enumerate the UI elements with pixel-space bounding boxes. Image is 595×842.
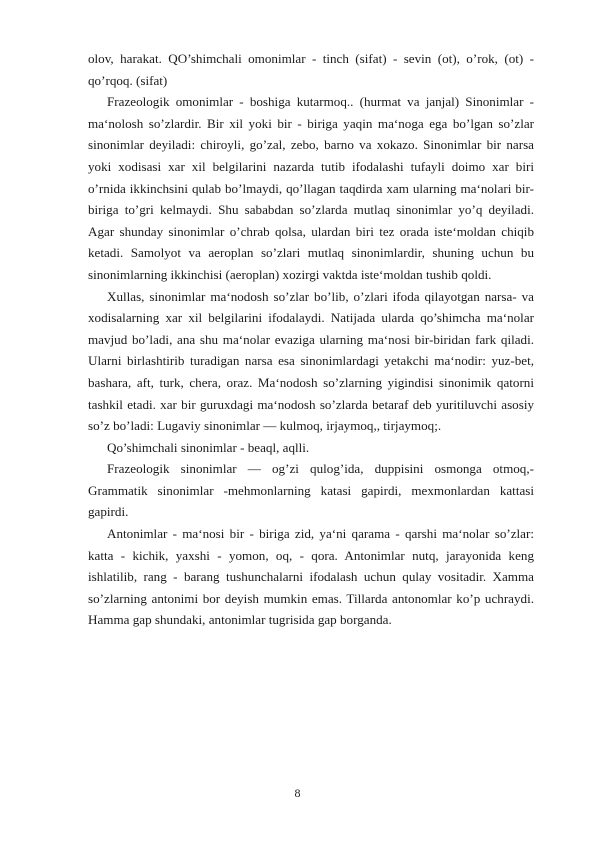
- paragraph-6: Antonimlar - ma‘nosi bir - biriga zid, ya‘ni qarama - qarshi ma‘nolar so’zlar: katta - kichik, yaxshi - yomon, oq, - qora. Antonimlar nutq, jarayonida keng ishlatilib, rang - barang tushunchalarni ifodalash uchun qulay vositadir. Xamma so’zlarning antonimi bor deyish mumkin emas. Tillarda antonomlar ko’p uchraydi. Hamma gap shundaki, antonimlar tugrisida gap borganda.: [88, 526, 534, 628]
- document-body: [88, 48, 534, 631]
- paragraph-3: Xullas, sinonimlar ma‘nodosh so’zlar bo’lib, o’zlari ifoda qilayotgan narsa- va xodisalarning xar xil belgilarini ifodalaydi. Natijada ularda qo’shimcha ma‘nolar mavjud bo’ladi, ana shu ma‘nolar evaziga ularning ma‘nosi bir-biridan fark qiladi. Ularni birlashtirib turadigan narsa esa sinonimlardagi yetakchi ma‘nodir: yuz-bet, bashara, aft, turk, chera, oraz. Ma‘nodosh so’zlarning yigindisi sinonimik qatorni tashkil etadi. xar bir guruxdagi ma‘nodosh so’zlarda betaraf deb yuritiluvchi asosiy so’z bo’ladi: Lugaviy sinonimlar — kulmoq, irjaymoq,, tirjaymoq;.: [88, 288, 534, 434]
- paragraph-1: olov, harakat. QO’shimchali omonimlar - tinch (sifat) - sevin (ot), o’rok, (ot) - qo’rqoq. (sifat): [88, 51, 534, 88]
- paragraph-5: Frazeologik sinonimlar — og’zi qulog’ida, duppisini osmonga otmoq,- Grammatik sinonimlar -mehmonlarning katasi gapirdi, mexmonlardan kattasi gapirdi.: [88, 461, 534, 520]
- page-number: 8: [294, 786, 301, 800]
- paragraph-2: Frazeologik omonimlar - boshiga kutarmoq.. (hurmat va janjal) Sinonimlar - ma‘nolosh so’zlardir. Bir xil yoki bir - biriga yaqin ma‘noga ega bo’lgan so’zlar sinonimlar deyiladi: chiroyli, go’zal, zebo, barno va xokazo. Sinonimlar bir narsa yoki xodisasi xar xil belgilarini nazarda tutib ifodalashi tufayli doimo xar biri o’rnida ikkinchsini qulab bo’lmaydi, qo’llagan taqdirda xam ularning ma‘nolari bir-biriga to’gri kelmaydi. Shu sababdan so’zlarda mutlaq sinonimlar yo’q deyiladi. Agar shunday sinonimlar o’chrab qolsa, ulardan biri tez orada iste‘moldan chiqib ketadi. Samolyot va aeroplan so’zlari mutlaq sinonimlardir, shuning uchun bu sinonimlarning ikkinchisi (aeroplan) xozirgi vaktda iste‘moldan tushib qoldi.: [88, 94, 534, 282]
- paragraph-4: Qo’shimchali sinonimlar - beaql, aqlli.: [107, 439, 310, 455]
